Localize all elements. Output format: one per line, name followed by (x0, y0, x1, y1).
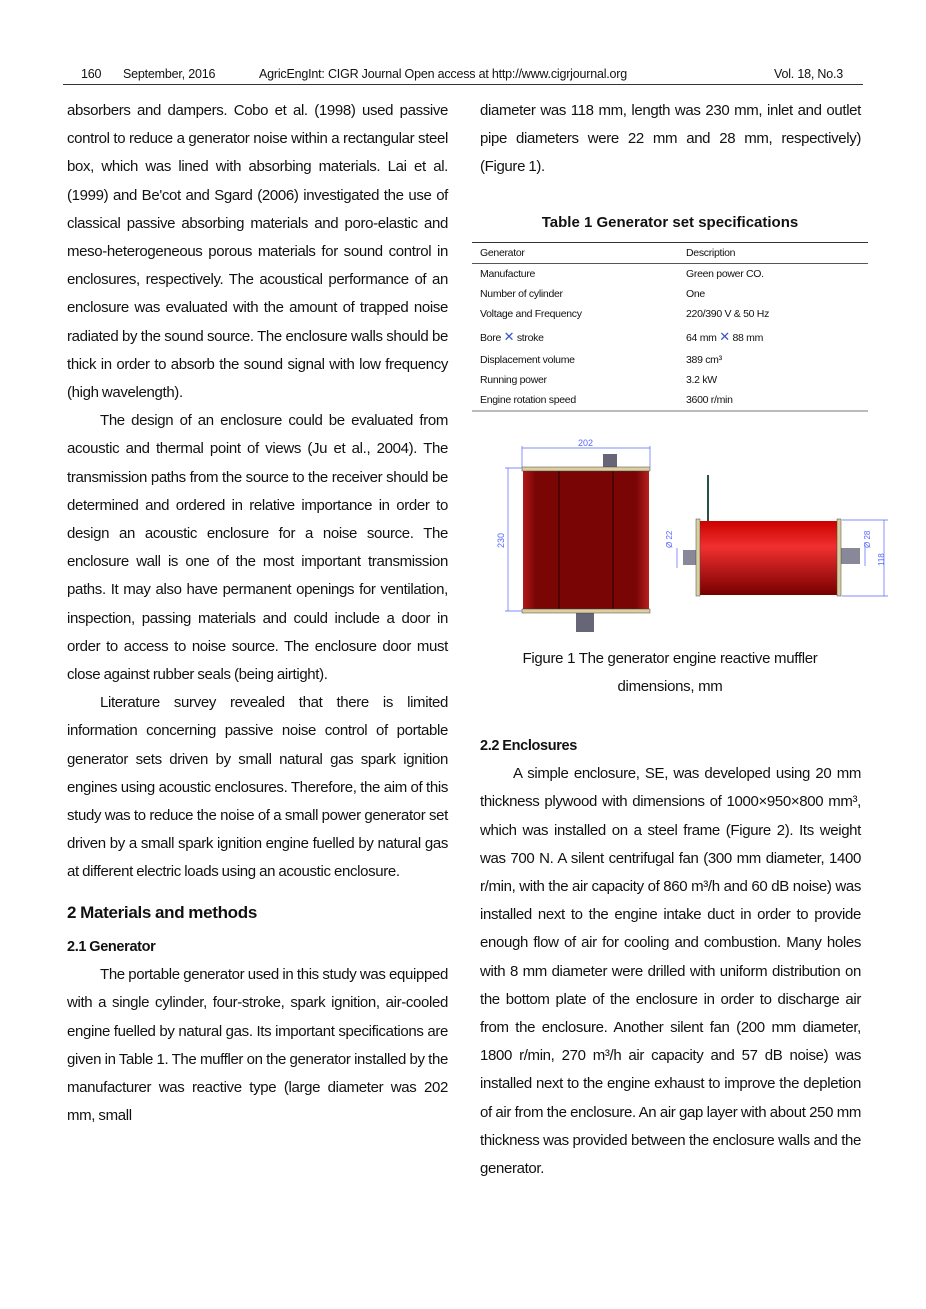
paragraph: The design of an enclosure could be evaluated from acoustic and thermal point of views (Ju et al., 2004). The transmission paths from the source to the receiver should be determined and ordered in relative importance in order to design an acoustic enclosure for a noise source. The enclosure wall is one of the most important transmission paths. It may also have permanent openings for ventilation, inspection, passing materials and could include a door in order to access to noise source. The enclosure door must close against rubber seals (being airtight). (67, 412, 448, 684)
cell-text: 64 mm (686, 332, 717, 344)
table-row (472, 370, 868, 390)
table-cell: Engine rotation speed (472, 390, 678, 411)
table-cell: Number of cylinder (480, 288, 563, 300)
figure-caption (480, 645, 860, 701)
table-cell: Voltage and Frequency (480, 308, 582, 320)
cell-text: Bore (480, 332, 501, 344)
table-header: Description (678, 243, 868, 264)
paragraph: The portable generator used in this study was equipped with a single cylinder, four-stroke, spark ignition, air-cooled engine fuelled by natural gas. Its important specifications are given in Table 1. The muffler on the generator installed by the manufacturer was reactive type (large diameter was 202 mm, small (67, 966, 448, 1125)
caption-line: Figure 1 The generator engine reactive muffler (522, 650, 818, 667)
table-row (472, 324, 868, 350)
table-cell: Manufacture (480, 268, 536, 280)
table-cell: Displacement volume (480, 354, 575, 366)
dim-width: 202 (578, 438, 594, 448)
paragraph: Literature survey revealed that there is limited information concerning passive noise control of portable generator sets driven by small natural gas spark ignition engines using acoustic enclosures. Therefore, the aim of this study was to reduce the noise of a small power generator set driven by a small spark ignition engine fuelled by natural gas at different electric loads using an acoustic enclosure. (67, 694, 448, 881)
table-cell (678, 324, 868, 350)
right-column-top (480, 97, 861, 182)
muffler-side-view (665, 475, 888, 596)
cell-text: stroke (516, 332, 544, 344)
section-heading: 2 Materials and methods (67, 902, 257, 922)
times-icon: ✕ (719, 329, 730, 344)
subsection-heading: 2.1 Generator (67, 938, 156, 955)
table-title: Table 1 Generator set specifications (541, 214, 799, 231)
table-header: Generator (472, 243, 678, 264)
header-journal: AgricEngInt: CIGR Journal Open access at http://www.cigrjournal.org (259, 67, 628, 81)
table-cell: 389 cm³ (686, 354, 722, 366)
muffler-figure (480, 430, 900, 640)
table-cell: 220/390 V & 50 Hz (686, 308, 770, 320)
left-column (67, 97, 448, 1130)
muffler-front-view (496, 438, 650, 632)
table-row (472, 264, 868, 285)
paragraph: absorbers and dampers. Cobo et al. (1998) used passive control to reduce a generator noise within a rectangular steel box, which was lined with absorbing materials. Lai et al. (1999) and Be'cot and Sgard (2006) investigated the use of classical passive absorbing materials and poro-elastic and meso-heterogeneous porous materials for sound control in enclosures, respectively. The acoustical performance of an enclosure was evaluated with the amount of trapped noise radiated by the sound source. The enclosure walls should be thick in order to absorb the sound signal with low frequency (high wavelength). (67, 102, 448, 402)
page-number: 160 (81, 67, 102, 81)
spec-table (472, 242, 868, 412)
table-cell: One (686, 288, 705, 300)
table-cell: Green power CO. (686, 268, 764, 280)
table-cell: Running power (480, 374, 547, 386)
table-cell (472, 324, 678, 350)
right-column-bottom (480, 732, 861, 1183)
header-date: September, 2016 (123, 67, 216, 81)
table-row (472, 390, 868, 411)
paragraph: A simple enclosure, SE, was developed using 20 mm thickness plywood with dimensions of 1000×950×800 mm³, which was installed on a steel frame (Figure 2). Its weight was 700 N. A silent centrifugal fan (300 mm diameter, 1400 r/min, with the air capacity of 860 m³/h and 60 dB noise) was installed next to the engine intake duct in order to provide enough flow of air for cooling and combustion. Many holes with 8 mm diameter were drilled with uniform distribution on the bottom plate of the enclosure in order to discharge air from the enclosure. Another silent fan (200 mm diameter, 1800 r/min, 270 m³/h air capacity and 57 dB noise) was installed next to the engine exhaust to improve the depletion of air from the enclosure. An air gap layer with about 250 mm thickness was provided between the enclosure walls and the generator. (480, 765, 861, 1178)
caption-line: dimensions, mm (617, 678, 723, 695)
header-rule (63, 84, 863, 85)
table-cell: 3600 r/min (678, 390, 868, 411)
times-icon: ✕ (503, 329, 515, 344)
dim-length: 230 (496, 532, 506, 548)
table-row (472, 284, 868, 304)
dim-outlet: Ø 28 (863, 530, 872, 548)
cell-text: 88 mm (732, 332, 764, 344)
table-cell: 3.2 kW (686, 374, 717, 386)
subsection-heading: 2.2 Enclosures (480, 738, 577, 754)
dim-small-diameter: 118 (877, 553, 886, 566)
table-row (472, 350, 868, 370)
paragraph: diameter was 118 mm, length was 230 mm, inlet and outlet pipe diameters were 22 mm and 28 mm, respectively) (Figure 1). (480, 102, 861, 176)
dim-inlet: Ø 22 (665, 530, 674, 548)
header-volume: Vol. 18, No.3 (774, 67, 843, 81)
table-row (472, 304, 868, 324)
